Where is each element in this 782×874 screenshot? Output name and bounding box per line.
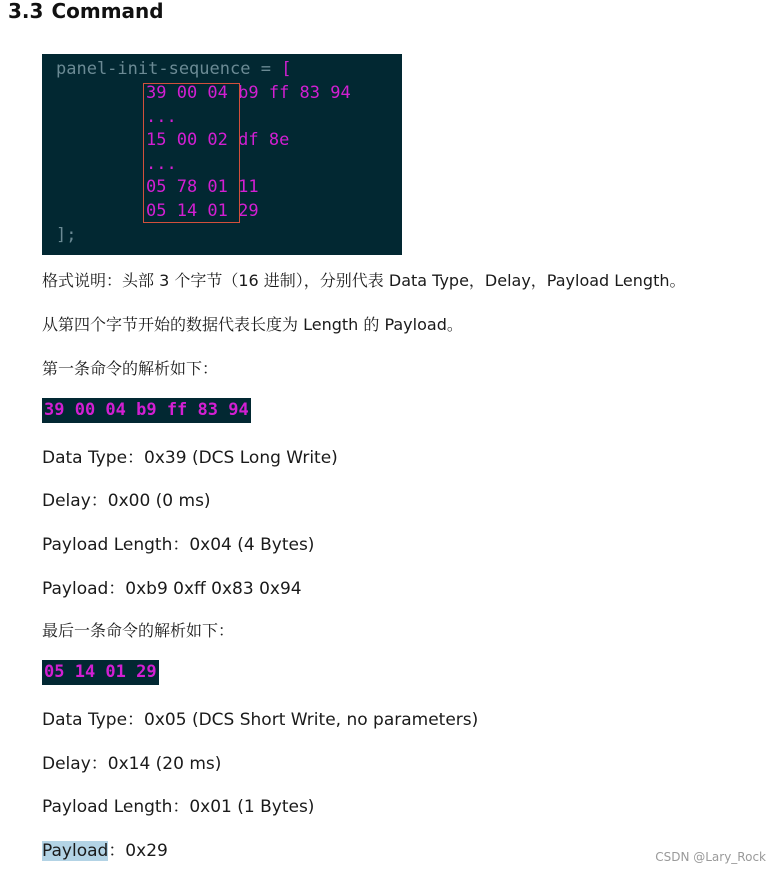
last-payload: [42, 836, 168, 861]
first-payload: Payload：0xb9 0xff 0x83 0x94: [42, 579, 302, 599]
last-data-type: Data Type：0x05 (DCS Short Write, no parameters): [42, 710, 479, 730]
code-row-header: ...: [146, 106, 177, 127]
first-command-title: 第一条命令的解析如下：: [42, 359, 219, 378]
code-row-payload: df 8e: [227, 130, 290, 151]
code-block: [42, 54, 402, 255]
first-data-type: Data Type：0x39 (DCS Long Write): [42, 448, 338, 468]
header-bytes-highlight-box: [143, 83, 240, 223]
last-command-title: 最后一条命令的解析如下：: [42, 621, 235, 640]
first-delay: Delay：0x00 (0 ms): [42, 491, 211, 511]
code-closing-bracket: ];: [56, 225, 77, 245]
section-heading: [8, 0, 164, 23]
first-command-code: 39 00 04 b9 ff 83 94: [42, 398, 251, 423]
code-line-1: [56, 58, 291, 82]
section-title: Command: [51, 0, 164, 23]
last-payload-value: ：0x29: [108, 841, 168, 861]
code-row-payload: 29: [227, 201, 259, 221]
last-delay: Delay：0x14 (20 ms): [42, 754, 222, 774]
code-row-header: 05 14 01: [146, 201, 228, 221]
format-description: 格式说明：头部 3 个字节（16 进制），分别代表 Data Type，Delay，Payload Length。: [42, 271, 686, 290]
code-row-payload: b9 ff 83 94: [227, 83, 351, 103]
code-row-header: 05 78 01: [146, 177, 228, 198]
last-payload-length: Payload Length：0x01 (1 Bytes): [42, 797, 315, 817]
code-row-header: 15 00 02: [146, 130, 228, 151]
code-open-bracket: [: [281, 59, 292, 79]
selected-text-payload[interactable]: Payload: [42, 841, 109, 861]
code-row-header: ...: [146, 153, 177, 174]
section-number: 3.3: [8, 0, 44, 23]
first-payload-length: Payload Length：0x04 (4 Bytes): [42, 535, 315, 555]
code-operator: =: [250, 59, 282, 79]
code-variable: panel-init-sequence: [56, 59, 251, 79]
code-row-payload: 11: [227, 177, 259, 198]
payload-description: 从第四个字节开始的数据代表长度为 Length 的 Payload。: [42, 315, 463, 334]
code-row-header: 39 00 04: [146, 83, 228, 103]
watermark: CSDN @Lary_Rock: [655, 850, 766, 864]
last-command-code: 05 14 01 29: [42, 660, 159, 685]
